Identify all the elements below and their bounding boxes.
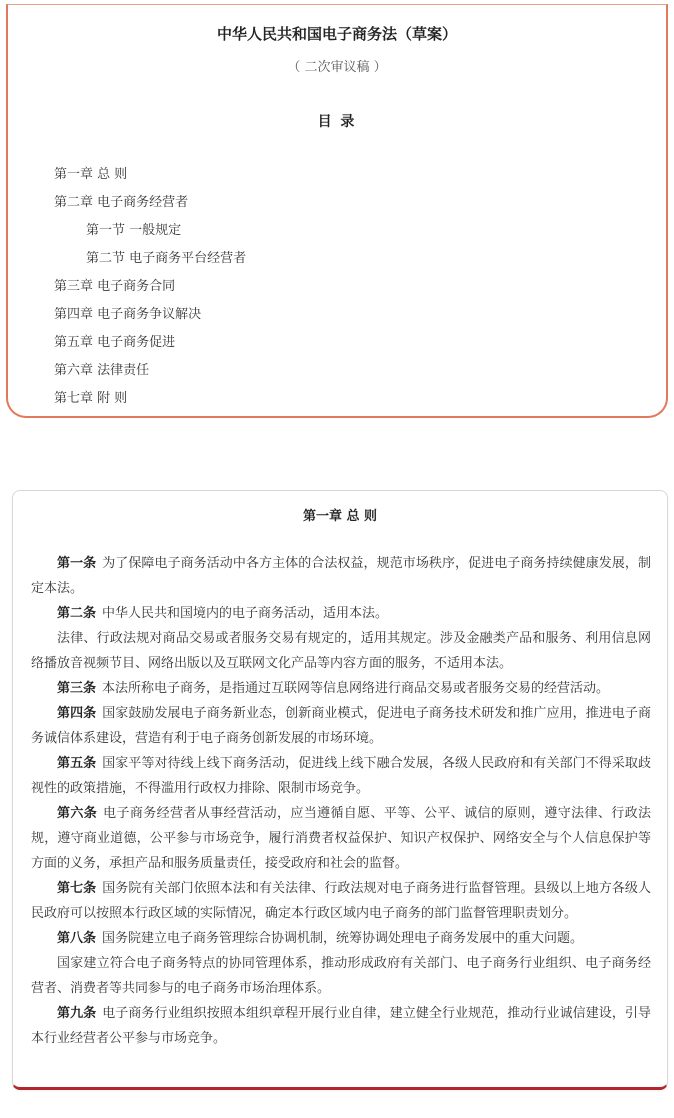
article-number: 第五条 bbox=[57, 756, 97, 771]
article-number: 第九条 bbox=[57, 1006, 97, 1021]
article-text: 国家鼓励发展电子商务新业态，创新商业模式，促进电子商务技术研发和推广应用，推进电子商务诚信体系建设，营造有利于电子商务创新发展的市场环境。 bbox=[31, 706, 651, 746]
article-number: 第一条 bbox=[57, 556, 97, 571]
article-number: 第八条 bbox=[57, 931, 97, 946]
article-number: 第三条 bbox=[57, 681, 97, 696]
article-number: 第二条 bbox=[57, 606, 97, 621]
toc-card bbox=[6, 4, 668, 418]
article-paragraph bbox=[31, 1001, 651, 1051]
article-paragraph bbox=[31, 801, 651, 876]
article-text: 电子商务经营者从事经营活动，应当遵循自愿、平等、公平、诚信的原则，遵守法律、行政法规，遵守商业道德，公平参与市场竞争，履行消费者权益保护、知识产权保护、网络安全与个人信息保护等方面的义务，承担产品和服务质量责任，接受政府和社会的监督。 bbox=[31, 806, 651, 871]
article-text: 国家建立符合电子商务特点的协同管理体系，推动形成政府有关部门、电子商务行业组织、电子商务经营者、消费者等共同参与的电子商务市场治理体系。 bbox=[31, 956, 651, 996]
article-number: 第四条 bbox=[57, 706, 97, 721]
chapter-title: 第一章 总 则 bbox=[302, 509, 378, 524]
article-text: 为了保障电子商务活动中各方主体的合法权益，规范市场秩序，促进电子商务持续健康发展，制定本法。 bbox=[31, 556, 651, 596]
article-text: 法律、行政法规对商品交易或者服务交易有规定的，适用其规定。涉及金融类产品和服务、利用信息网络播放音视频节目、网络出版以及互联网文化产品等内容方面的服务，不适用本法。 bbox=[31, 631, 651, 671]
toc-heading: 目 录 bbox=[317, 114, 357, 130]
toc-chapter-item[interactable]: 第二章 电子商务经营者 bbox=[54, 195, 189, 210]
toc-list bbox=[54, 161, 246, 413]
toc-section-item[interactable]: 第二节 电子商务平台经营者 bbox=[86, 251, 247, 266]
article-paragraph bbox=[31, 876, 651, 926]
document-title: 中华人民共和国电子商务法（草案） bbox=[216, 25, 457, 43]
article-text: 国家平等对待线上线下商务活动，促进线上线下融合发展，各级人民政府和有关部门不得采取歧视性的政策措施，不得滥用行政权力排除、限制市场竞争。 bbox=[31, 756, 651, 796]
article-number: 第七条 bbox=[57, 881, 97, 896]
toc-chapter-item[interactable]: 第一章 总 则 bbox=[54, 167, 128, 182]
toc-chapter-item[interactable]: 第七章 附 则 bbox=[54, 391, 128, 406]
article-paragraph bbox=[31, 676, 651, 701]
toc-chapter-item[interactable]: 第三章 电子商务合同 bbox=[54, 279, 176, 294]
article-text: 国务院建立电子商务管理综合协调机制，统筹协调处理电子商务发展中的重大问题。 bbox=[102, 931, 584, 946]
document-subtitle: （ 二次审议稿 ） bbox=[287, 60, 387, 75]
chapter-card bbox=[12, 490, 668, 1090]
toc-chapter-item[interactable]: 第六章 法律责任 bbox=[54, 363, 150, 378]
article-paragraph bbox=[31, 951, 651, 1001]
toc-section-item[interactable]: 第一节 一般规定 bbox=[86, 223, 182, 238]
article-list bbox=[31, 551, 651, 1051]
article-paragraph bbox=[31, 751, 651, 801]
article-text: 国务院有关部门依照本法和有关法律、行政法规对电子商务进行监督管理。县级以上地方各级人民政府可以按照本行政区域的实际情况，确定本行政区域内电子商务的部门监督管理职责划分。 bbox=[31, 881, 651, 921]
article-text: 本法所称电子商务，是指通过互联网等信息网络进行商品交易或者服务交易的经营活动。 bbox=[102, 681, 610, 696]
article-paragraph bbox=[31, 626, 651, 676]
article-paragraph bbox=[31, 551, 651, 601]
article-paragraph bbox=[31, 601, 651, 626]
article-text: 中华人民共和国境内的电子商务活动，适用本法。 bbox=[102, 606, 389, 621]
article-paragraph bbox=[31, 926, 651, 951]
toc-chapter-item[interactable]: 第四章 电子商务争议解决 bbox=[54, 307, 202, 322]
article-paragraph bbox=[31, 701, 651, 751]
toc-chapter-item[interactable]: 第五章 电子商务促进 bbox=[54, 335, 176, 350]
article-number: 第六条 bbox=[57, 806, 98, 821]
article-text: 电子商务行业组织按照本组织章程开展行业自律，建立健全行业规范，推动行业诚信建设，引导本行业经营者公平参与市场竞争。 bbox=[31, 1006, 651, 1046]
